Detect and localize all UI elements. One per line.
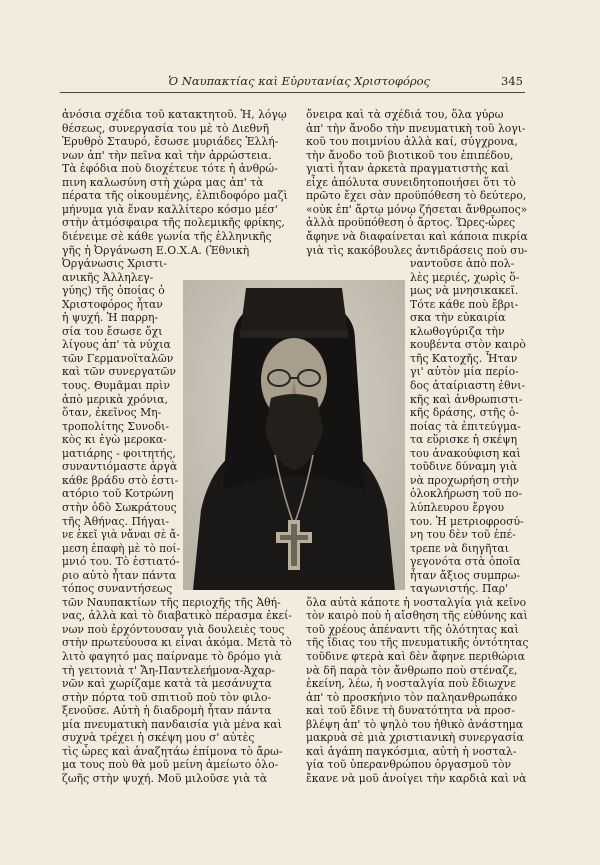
- left-column-line: τόπος συναντήσεως: [62, 582, 173, 596]
- left-column-line: κάθε βράδυ στὸ ἑστι-: [62, 473, 179, 487]
- left-column-line: ἀνόσια σχέδια τοῦ κατακτητοῦ. Ἡ, λόγῳ: [62, 108, 287, 121]
- left-column-line: τῆς Ἀθήνας. Πήγαι-: [62, 514, 169, 528]
- left-column-line: στὴν πόρτα τοῦ σπιτιοῦ ποὺ τὸν φιλο-: [62, 690, 272, 704]
- left-column-line: ἡ ψυχή. Ἡ παρρη-: [62, 311, 159, 325]
- right-column-line: τα εὕρισκε ἡ σκέψη: [410, 433, 518, 447]
- right-column-line: ὄνειρα καὶ τὰ σχέδιά του, ὅλα γύρω: [306, 108, 504, 121]
- right-column-line: ἦταν ἄξιος συμπρω-: [410, 568, 521, 582]
- right-column-line: ἀπ' τὸ προσκήνιο τὸν παληανθρωπάκο: [306, 690, 518, 704]
- right-column-line: καὶ ἀγάπη παγκόσμια, αὐτὴ ἡ νοσταλ-: [306, 744, 517, 758]
- right-column-line: γι' αὐτὸν μία περίο-: [410, 365, 519, 379]
- right-column-line: καὶ τοῦ ἔδινε τὴ δυνατότητα νὰ προσ-: [306, 704, 515, 718]
- right-column-line: ὅλα αὐτὰ κάποτε ἡ νοσταλγία γιὰ κεῖνο: [306, 595, 527, 609]
- page-header: [60, 74, 525, 93]
- left-column-line: θέσεως, συνεργασία του μὲ τὸ Διεθνῆ: [62, 121, 270, 135]
- left-column-line: τὶς ὧρες καὶ ἀναζητάω ἐπίμονα τὸ ἄρω-: [62, 744, 283, 758]
- right-column-line: ἔκανε νὰ μοῦ ἀνοίγει τὴν καρδιὰ καὶ νὰ: [306, 771, 527, 785]
- left-column-line: συχνὰ τρέχει ἡ σκέψη μου σ' αὐτὲς: [62, 731, 255, 745]
- left-column-line: πινη καλωσύνη στὴ χώρα μας ἀπ' τὰ: [62, 175, 264, 189]
- page-number: 345: [501, 74, 523, 88]
- left-column-line: συναντιόμαστε ἀργὰ: [62, 460, 178, 474]
- right-column-line: του ἀνακούφιση καὶ: [410, 446, 521, 460]
- left-column-line: σία του ἔσωσε ὄχι: [62, 324, 163, 338]
- right-column-line: μως νὰ μνησικακεῖ.: [410, 284, 519, 298]
- right-column-line: ταγωνιστής. Παρ': [410, 582, 509, 596]
- left-column-line: λιτὸ φαγητό μας παίρναμε τὸ δρόμο γιὰ: [62, 650, 282, 663]
- left-column-line: ριο αὐτὸ ἦταν πάντα: [62, 568, 177, 582]
- right-column-line: τοῦ χρέους ἀπέναντι τῆς ὁλότητας καὶ: [306, 622, 519, 636]
- left-column-line: νας, ἀλλὰ καὶ τὸ διαβατικὸ πέρασμα ἐκεί-: [62, 609, 292, 623]
- portrait-photo: [183, 280, 405, 590]
- left-column-line: ανικῆς Ἀλληλεγ-: [62, 270, 154, 284]
- left-column-line: γῆς ἡ Ὀργάνωση Ε.Ο.Χ.Α. (Ἐθνικὴ: [62, 243, 250, 257]
- right-column-line: λύπλευρου ἔργου: [410, 500, 505, 514]
- right-column-line: κουβέντα στὸν καιρὸ: [410, 338, 526, 352]
- left-column-line: τῶν Ναυπακτίων τῆς περιοχῆς τῆς Ἀθή-: [62, 595, 281, 609]
- left-column-line: μήνυμα γιὰ ἕναν καλλίτερο κόσμο μέσ': [62, 202, 278, 216]
- left-column-line: ατόριο τοῦ Κοτρώνη: [62, 487, 174, 501]
- left-column-line: Τὰ ἐφόδια ποὺ διοχέτευε τότε ἡ ἀνθρώ-: [62, 162, 278, 176]
- right-column-line: γιὰ τὶς κακόβουλες ἀντιδράσεις ποὺ συ-: [306, 243, 528, 257]
- left-column-line: στὴν ἀτμόσφαιρα τῆς πολεμικῆς φρίκης,: [62, 216, 285, 230]
- right-column-line: τὸν καιρὸ ποὺ ἡ αἴσθηση τῆς εὐθύνης καὶ: [306, 609, 528, 623]
- right-column-line: ἀλλὰ προϋπόθεση ὁ ἄρτος. Ὥρες-ὧρες: [306, 216, 516, 230]
- left-column-line: νων ἀπ' τὴν πεῖνα καὶ τὴν ἀρρώστεια.: [62, 148, 272, 162]
- left-column-line: νῶν καὶ χωρίζαμε κατὰ τὰ μεσάνυχτα: [62, 677, 272, 691]
- right-column-line: νη του δὲν τοῦ ἐπέ-: [410, 528, 516, 542]
- right-column-line: του. Ἡ μετριοφροσύ-: [410, 514, 524, 528]
- left-column-line: γύης) τῆς ὁποίας ὁ: [62, 284, 165, 298]
- right-column-line: τοῦδινε φτερὰ καὶ δὲν ἄφηνε περιθώρια: [306, 650, 525, 663]
- right-column-line: «οὐκ ἐπ' ἄρτῳ μόνῳ ζήσεται ἄνθρωπος»: [306, 202, 528, 216]
- right-column-line: κῆς καὶ ἀνθρωπιστι-: [410, 392, 523, 406]
- right-column-line: τρεπε νὰ διηγῆται: [410, 541, 509, 555]
- right-column-line: γεγονότα στὰ ὁποῖα: [410, 555, 521, 569]
- left-column-line: μία πνευματικὴ πανδαισία γιὰ μένα καὶ: [62, 717, 282, 731]
- right-column-line: ἐκείνη, λέω, ἡ νοσταλγία ποὺ ἔδιωχνε: [306, 677, 516, 691]
- left-column-line: νων ποὺ ἐρχόντουσαν γιὰ δουλειὲς τους: [62, 622, 285, 636]
- left-column-line: Χριστοφόρος ἦταν: [62, 297, 163, 311]
- left-column-line: στὴν πρωτεύουσα κι εἶναι ἀκόμα. Μετὰ τὸ: [62, 636, 292, 650]
- left-column-line: ὅταν, ἐκεῖνος Μη-: [62, 406, 162, 420]
- left-column-line: μεση ἐπαφὴ μὲ τὸ ποί-: [62, 541, 181, 555]
- left-column-line: στὴν ὁδὸ Σωκράτους: [62, 500, 177, 514]
- left-column-line: πέρατα τῆς οἰκουμένης, ἐλπιδοφόρο μαζὶ: [62, 189, 288, 203]
- right-column-line: γία τοῦ ὑπερανθρώπου ὀργασμοῦ τὸν: [306, 758, 512, 772]
- right-column-line: βλέψη ἀπ' τὸ ψηλὸ του ἠθικὸ ἀνάστημα: [306, 717, 524, 731]
- right-column-line: ναντοῦσε ἀπὸ πολ-: [410, 257, 515, 271]
- left-column-line: ξενοῦσε. Αὐτὴ ἡ διαδρομὴ ἦταν πάντα: [62, 704, 272, 718]
- left-column-line: καὶ τῶν συνεργατῶν: [62, 365, 176, 379]
- left-column-line: ζωῆς στὴν ψυχή. Μοῦ μιλοῦσε γιὰ τὰ: [62, 771, 268, 785]
- right-column-line: τὴν ἄνοδο τοῦ βιοτικοῦ του ἐπιπέδου,: [306, 148, 514, 162]
- right-column-line: Τότε κάθε ποὺ ἔβρι-: [410, 297, 519, 311]
- right-column-line: ἄφηνε νὰ διαφαίνεται καὶ κάποια πικρία: [306, 229, 528, 243]
- right-column-line: δος ἀταίριαστη ἐθνι-: [410, 379, 526, 392]
- portrait-image: [183, 280, 405, 590]
- right-column-line: ἀπ' τὴν ἄνοδο τὴν πνευματικὴ τοῦ λογι-: [306, 121, 526, 135]
- right-column-line: σκα τὴν εὐκαιρία: [410, 311, 506, 325]
- right-column-line: μακρυὰ σὲ μιὰ χριστιανικὴ συνεργασία: [306, 731, 524, 745]
- right-column-line: τῆς Κατοχῆς. Ἦταν: [410, 351, 518, 365]
- right-column-line: γιατὶ ἦταν ἀρκετὰ πραγματιστὴς καὶ: [306, 162, 510, 176]
- right-column-line: ὁλοκλήρωση τοῦ πο-: [410, 487, 523, 501]
- right-column-line: τοῦδινε δύναμη γιὰ: [410, 460, 518, 474]
- left-column-line: ματιάρης - φοιτητής,: [62, 446, 176, 460]
- right-column-line: νὰ προχωρήση στὴν: [410, 473, 520, 487]
- left-column-line: τροπολίτης Συνοδι-: [62, 419, 170, 433]
- right-column-line: κλωθογύριζα τὴν: [410, 324, 505, 338]
- right-column-line: λὲς μεριές, χωρὶς ὅ-: [410, 270, 520, 284]
- running-title: Ὁ Ναυπακτίας καὶ Εὐρυτανίας Χριστοφόρος: [168, 74, 430, 88]
- left-column-line: τὴ γειτονιὰ τ' Ἄη-Παντελεήμονα-Ἀχαρ-: [62, 663, 275, 677]
- right-column-line: ποίας τὰ ἐπιτεύγμα-: [410, 419, 521, 433]
- right-column-line: κοῦ του ποιμνίου ἀλλὰ καί, σύγχρονα,: [306, 135, 518, 149]
- right-column-line: πρῶτο ἔχει σὰν προϋπόθεση τὸ δεύτερο,: [306, 189, 527, 203]
- left-column-line: τῶν Γερμανοϊταλῶν: [62, 351, 174, 365]
- right-column-line: νὰ δῆ παρὰ τὸν ἄνθρωπο ποὺ στέναζε,: [306, 663, 518, 677]
- right-column-line: τῆς ἴδιας του τῆς πνευματικῆς ὀντότητας: [306, 636, 529, 650]
- left-column-line: νε ἐκεῖ γιὰ νἄναι σὲ ἄ-: [62, 528, 180, 542]
- left-column-line: κὸς κι ἐγὼ μεροκα-: [62, 433, 167, 447]
- left-column-line: ἀπὸ μερικὰ χρόνια,: [62, 392, 168, 406]
- left-column-line: λίγους ἀπ' τὰ νύχια: [62, 338, 171, 352]
- left-column-line: Ὀργάνωσις Χριστι-: [62, 257, 167, 271]
- left-column-line: Ἐρυθρὸ Σταυρό, ἔσωσε μυριάδες Ἑλλή-: [62, 135, 279, 149]
- left-column-line: μα τους ποὺ θὰ μοῦ μείνη ἀμείωτο ὁλο-: [62, 758, 279, 772]
- right-column-line: εἶχε ἀπόλυτα συνειδητοποιήσει ὅτι τὸ: [306, 175, 516, 189]
- left-column-line: μνιό του. Τὸ ἑστιατό-: [62, 555, 180, 569]
- left-column-line: τους. Θυμᾶμαι πρὶν: [62, 379, 170, 392]
- left-column-line: διένειμε σὲ κάθε γωνία τῆς ἑλληνικῆς: [62, 229, 272, 243]
- right-column-line: κῆς δράσης, στῆς ὁ-: [410, 406, 520, 420]
